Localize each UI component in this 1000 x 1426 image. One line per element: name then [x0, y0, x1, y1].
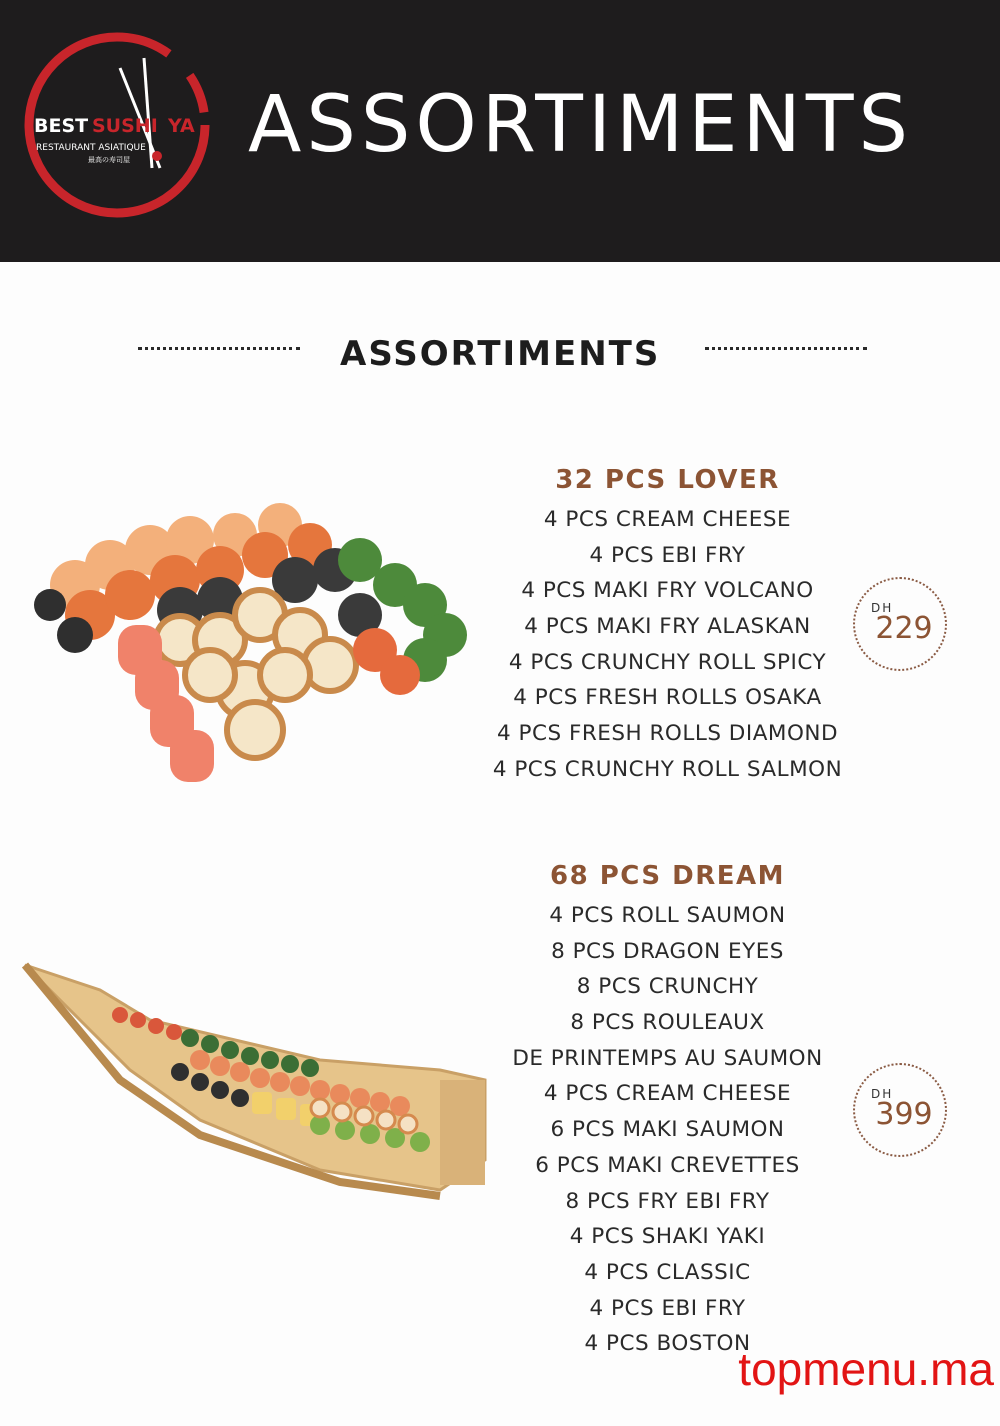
list-item: 4 PCS CRUNCHY ROLL SPICY — [508, 649, 827, 675]
list-item: 4 PCS CRUNCHY ROLL SALMON — [492, 756, 843, 782]
dotted-divider-left — [138, 347, 300, 350]
price-badge — [853, 577, 947, 671]
list-item: DE PRINTEMPS AU SAUMON — [512, 1045, 823, 1071]
logo-brand-3: YA — [168, 115, 195, 137]
price-badge — [853, 1063, 947, 1157]
restaurant-logo — [20, 28, 215, 223]
list-item: 8 PCS FRY EBI FRY — [565, 1188, 770, 1214]
price-value: 399 — [875, 1097, 933, 1132]
list-item: 4 PCS MAKI FRY VOLCANO — [521, 578, 814, 604]
watermark-text: topmenu.ma — [738, 1343, 994, 1395]
list-item: 4 PCS CREAM CHEESE — [543, 507, 792, 532]
logo-brand-1: BEST — [34, 115, 89, 137]
item-description — [460, 898, 875, 1362]
list-item: 8 PCS ROULEAUX — [570, 1010, 765, 1036]
list-item: 4 PCS CLASSIC — [584, 1259, 751, 1285]
logo-brand-2: SUSHI — [92, 115, 158, 137]
list-item: 4 PCS EBI FRY — [589, 1295, 746, 1321]
section-title: ASSORTIMENTS — [340, 334, 661, 374]
item-title: 68 PCS DREAM — [550, 861, 785, 891]
list-item: 4 PCS ROLL SAUMON — [549, 903, 786, 928]
sushi-boat-photo — [20, 960, 490, 1200]
logo-tagline: RESTAURANT ASIATIQUE — [36, 143, 146, 153]
sushi-assortment-photo — [30, 495, 480, 790]
sushi-rolls-group — [34, 503, 467, 782]
section-heading — [0, 330, 1000, 380]
dotted-divider-right — [705, 347, 867, 350]
list-item: 4 PCS BOSTON — [584, 1331, 751, 1357]
list-item: 4 PCS FRESH ROLLS OSAKA — [513, 685, 822, 711]
list-item: 4 PCS MAKI FRY ALASKAN — [524, 614, 811, 640]
price-value: 229 — [875, 611, 933, 646]
list-item: 8 PCS CRUNCHY — [576, 974, 759, 1000]
list-item: 6 PCS MAKI SAUMON — [550, 1117, 785, 1143]
price-currency: DH — [871, 601, 894, 615]
item-title: 32 PCS LOVER — [555, 465, 780, 495]
list-item: 4 PCS FRESH ROLLS DIAMOND — [496, 721, 839, 747]
list-item: 4 PCS SHAKI YAKI — [569, 1224, 766, 1250]
header-bar — [0, 0, 1000, 262]
logo-japanese: 最高の寿司屋 — [88, 156, 130, 164]
list-item: 4 PCS CREAM CHEESE — [543, 1081, 792, 1107]
page-title: ASSORTIMENTS — [248, 80, 914, 170]
list-item: 4 PCS EBI FRY — [589, 542, 746, 568]
item-description — [460, 502, 875, 788]
list-item: 6 PCS MAKI CREVETTES — [535, 1152, 800, 1178]
price-currency: DH — [871, 1087, 894, 1101]
list-item: 8 PCS DRAGON EYES — [551, 938, 784, 964]
